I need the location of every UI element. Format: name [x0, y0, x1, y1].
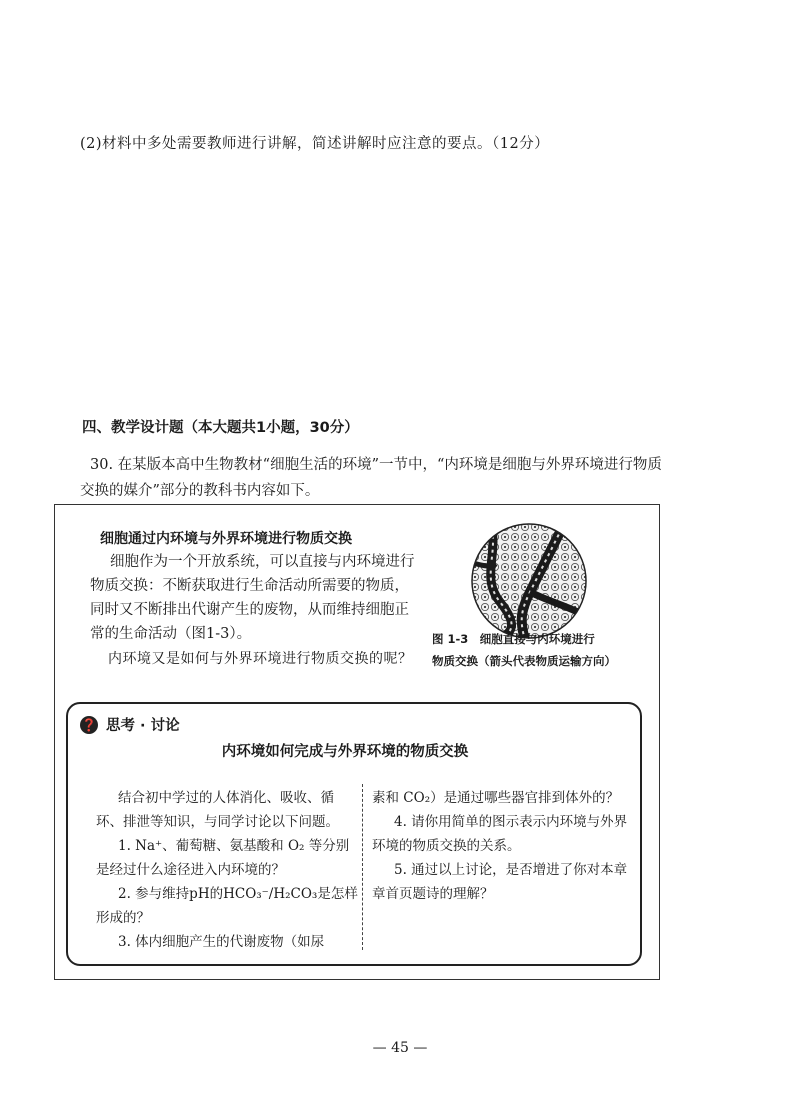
discussion-right-column — [372, 786, 634, 906]
figure-caption-line-2: 物质交换（箭头代表物质运输方向） — [432, 654, 616, 668]
discussion-q3-continued: 素和 CO₂）是通过哪些器官排到体外的？ — [372, 790, 620, 806]
section-4-heading: 四、教学设计题（本大题共1小题，30分） — [82, 420, 359, 436]
cell-tissue-figure — [470, 522, 588, 640]
think-discuss-label: 思考 · 讨论 — [106, 718, 180, 734]
discussion-q4: 4. 请你用简单的图示表示内环境与外界环境的物质交换的关系。 — [372, 814, 628, 854]
column-divider — [362, 784, 363, 950]
figure-caption — [432, 628, 642, 672]
discussion-q3: 3. 体内细胞产生的代谢废物（如尿 — [118, 934, 325, 950]
think-discuss-title: 内环境如何完成与外界环境的物质交换 — [221, 744, 469, 760]
question-2-text: (2)材料中多处需要教师进行讲解，简述讲解时应注意的要点。（12分） — [80, 136, 550, 152]
figure-caption-line-1: 图 1-3 细胞直接与内环境进行 — [432, 632, 595, 646]
discussion-q1: 1. Na⁺、葡萄糖、氨基酸和 O₂ 等分别是经过什么途径进入内环境的？ — [96, 838, 350, 878]
question-30-text: 30. 在某版本高中生物教材“细胞生活的环境”一节中，“内环境是细胞与外界环境进行物质交换的媒介”部分的教科书内容如下。 — [80, 457, 662, 499]
discussion-q2: 2. 参与维持pH的HCO₃⁻/H₂CO₃是怎样形成的？ — [96, 886, 358, 926]
discussion-q5: 5. 通过以上讨论，是否增进了你对本章章首页题诗的理解？ — [372, 862, 628, 902]
excerpt-question: 内环境又是如何与外界环境进行物质交换的呢？ — [108, 651, 413, 667]
excerpt-subtitle: 细胞通过内环境与外界环境进行物质交换 — [100, 531, 352, 547]
discussion-left-column — [96, 786, 358, 954]
discussion-intro: 结合初中学过的人体消化、吸收、循环、排泄等知识，与同学讨论以下问题。 — [96, 790, 339, 830]
excerpt-body: 细胞作为一个开放系统，可以直接与内环境进行物质交换：不断获取进行生命活动所需要的物质，同时又不断排出代谢产生的废物，从而维持细胞正常的生命活动（图1-3）。 — [90, 554, 415, 642]
question-mark-icon: ❓ — [81, 718, 97, 732]
page-number: — 45 — — [372, 1040, 428, 1056]
